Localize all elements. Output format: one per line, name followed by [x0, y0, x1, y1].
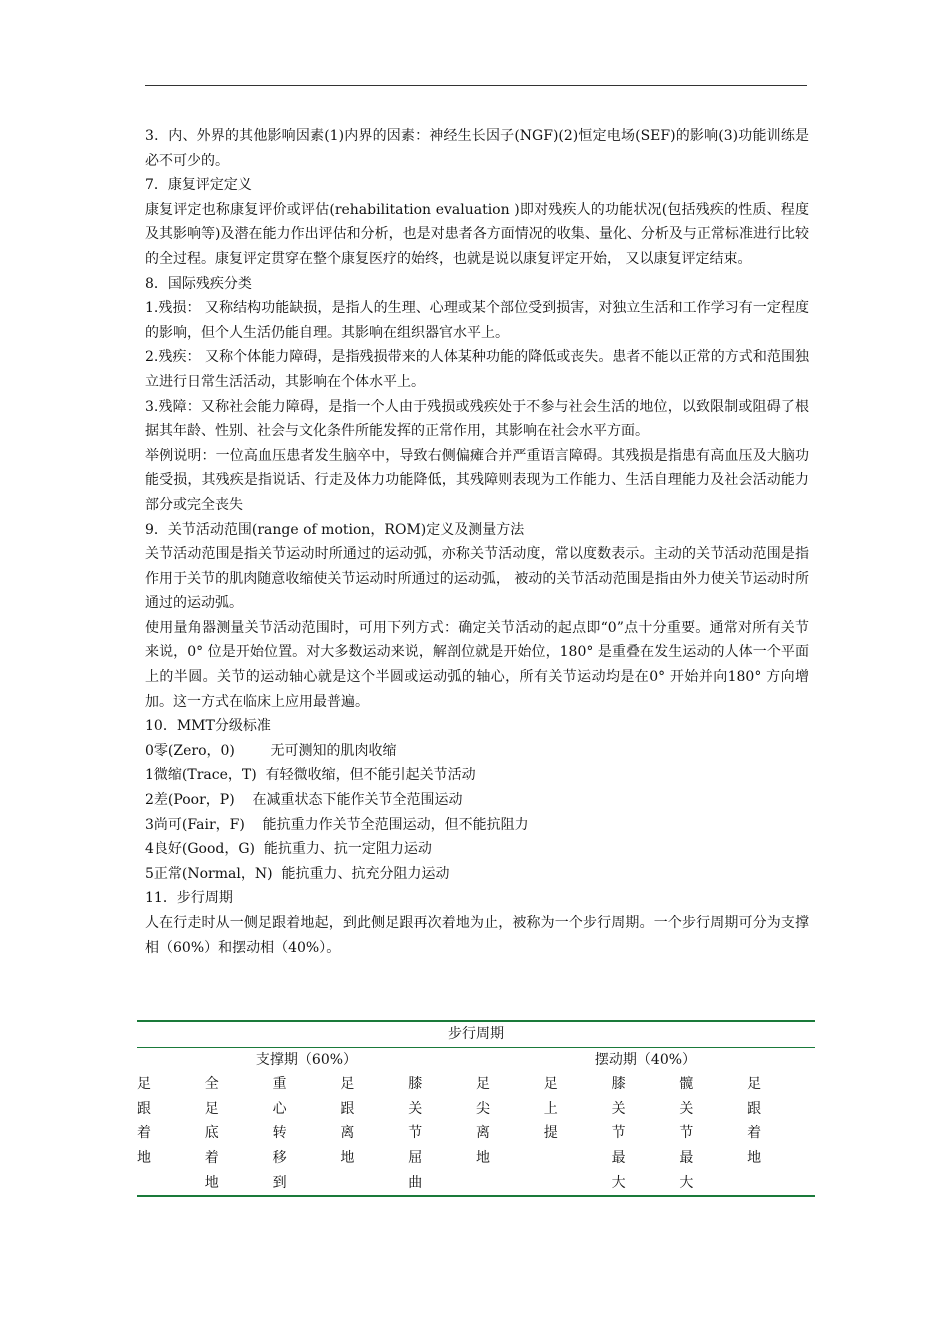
gait-table-cell: 地 — [137, 1149, 151, 1166]
gait-table-cell — [544, 1146, 612, 1171]
gait-table-cell: 足 — [747, 1076, 762, 1093]
gait-table-cell: 地 — [475, 1149, 490, 1166]
gait-table-cell: 尖 — [475, 1100, 490, 1117]
gait-table-cell — [137, 1171, 205, 1197]
gait-table-cell: 大 — [612, 1171, 680, 1197]
mmt-grade-2: 2差(Poor，P) 在减重状态下能作关节全范围运动 — [145, 792, 463, 809]
gait-table-cell — [476, 1171, 544, 1197]
gait-table-cell — [544, 1171, 612, 1197]
gait-table-cell: 着 — [747, 1125, 762, 1142]
heading-11: 11．步行周期 — [145, 890, 233, 907]
gait-table-cell — [340, 1171, 408, 1197]
gait-table-cell: 足 — [204, 1100, 219, 1117]
gait-table-cell: 上 — [543, 1100, 558, 1117]
gait-table-cell: 足 — [475, 1076, 490, 1093]
mmt-grade-0: 0零(Zero，0) 无可测知的肌肉收缩 — [145, 742, 397, 759]
gait-table-body — [137, 1072, 815, 1196]
gait-table-cell: 节 — [408, 1125, 423, 1142]
heading-7: 7．康复评定定义 — [145, 177, 252, 194]
gait-table-cell: 地 — [205, 1171, 273, 1197]
paragraph-disability: 2.残疾： 又称个体能力障碍，是指残损带来的人体某种功能的降低或丧失。患者不能以正常的方式和范围独立进行日常生活活动，其影响在个体水平上。 — [145, 349, 809, 390]
paragraph-rehab-definition: 康复评定也称康复评价或评估(rehabilitation evaluation )即对残疾人的功能状况(包括残疾的性质、程度及其影响等)及潜在能力作出评估和分析，也是对患者各方面情况的收集、量化、分析及与正常标准进行比较的全过程。康复评定贯穿在整个康复医疗的始终，也就是说以康复评定开始， 又以康复评定结束。 — [145, 201, 809, 267]
mmt-grade-5: 5正常(Normal，N) 能抗重力、抗充分阻力运动 — [145, 865, 450, 882]
paragraph-rom-definition: 关节活动范围是指关节运动时所通过的运动弧，亦称关节活动度，常以度数表示。主动的关节活动范围是指作用于关节的肌肉随意收缩使关节运动时所通过的运动弧， 被动的关节活动范围是指由外力使关节运动时所通过的运动弧。 — [145, 546, 809, 612]
gait-table-cell: 移 — [272, 1149, 287, 1166]
gait-table-cell: 跟 — [137, 1100, 151, 1117]
gait-table-cell: 大 — [679, 1171, 747, 1197]
gait-table-cell: 关 — [679, 1100, 694, 1117]
swing-phase-header: 摆动期（40%） — [594, 1051, 697, 1068]
gait-table-row — [137, 1097, 815, 1122]
gait-table-cell: 足 — [340, 1076, 355, 1093]
heading-8: 8．国际残疾分类 — [145, 275, 252, 292]
gait-table-cell: 足 — [137, 1076, 151, 1093]
gait-table-cell: 髋 — [679, 1076, 694, 1093]
gait-table-cell: 节 — [611, 1125, 626, 1142]
gait-table-cell: 关 — [408, 1100, 423, 1117]
gait-table-cell: 重 — [272, 1076, 287, 1093]
gait-table-cell: 着 — [204, 1149, 219, 1166]
gait-table-row — [137, 1171, 815, 1197]
mmt-list — [145, 739, 809, 887]
gait-table-cell: 曲 — [408, 1171, 476, 1197]
stance-phase-header: 支撑期（60%） — [255, 1051, 358, 1068]
paragraph-3: 3．内、外界的其他影响因素(1)内界的因素：神经生长因子(NGF)(2)恒定电场(SEF)的影响(3)功能训练是必不可少的。 — [145, 128, 809, 169]
gait-table-cell: 跟 — [747, 1100, 762, 1117]
gait-table-cell: 提 — [543, 1125, 558, 1142]
gait-table-cell: 膝 — [611, 1076, 626, 1093]
gait-table-cell: 心 — [272, 1100, 287, 1117]
gait-table — [137, 1020, 815, 1197]
gait-table-cell: 着 — [137, 1125, 151, 1142]
gait-table-cell: 膝 — [408, 1076, 423, 1093]
gait-table-cell: 底 — [204, 1125, 219, 1142]
gait-table-cell: 地 — [747, 1149, 762, 1166]
paragraph-handicap: 3.残障：又称社会能力障碍，是指一个人由于残损或残疾处于不参与社会生活的地位，以致限制或阻碍了根据其年龄、性别、社会与文化条件所能发挥的正常作用，其影响在社会水平方面。 — [145, 398, 809, 440]
gait-table-cell: 全 — [204, 1076, 219, 1093]
gait-table-cell: 跟 — [340, 1100, 355, 1117]
paragraph-gait: 人在行走时从一侧足跟着地起，到此侧足跟再次着地为止，被称为一个步行周期。一个步行周期可分为支撑相（60%）和摆动相（40%）。 — [145, 915, 809, 956]
document-body — [145, 124, 809, 960]
gait-table-cell: 节 — [679, 1125, 694, 1142]
header-rule — [145, 85, 807, 86]
gait-table-cell: 关 — [611, 1100, 626, 1117]
gait-table-cell: 地 — [340, 1149, 355, 1166]
gait-table-cell: 足 — [543, 1076, 558, 1093]
gait-table-cell — [747, 1171, 815, 1197]
mmt-grade-4: 4良好(Good，G) 能抗重力、抗一定阻力运动 — [145, 841, 432, 858]
gait-table-cell: 最 — [611, 1149, 626, 1166]
mmt-grade-3: 3尚可(Fair，F) 能抗重力作关节全范围运动，但不能抗阻力 — [145, 816, 529, 833]
gait-table-cell: 到 — [273, 1171, 341, 1197]
gait-table-row — [137, 1072, 815, 1097]
gait-table-cell: 离 — [340, 1125, 355, 1142]
heading-10: 10．MMT分级标准 — [145, 718, 271, 735]
gait-table-row — [137, 1121, 815, 1146]
paragraph-impairment: 1.残损： 又称结构功能缺损，是指人的生理、心理或某个部位受到损害，对独立生活和工作学习有一定程度的影响，但个人生活仍能自理。其影响在组织器官水平上。 — [145, 300, 809, 341]
heading-9: 9．关节活动范围(range of motion，ROM)定义及测量方法 — [145, 521, 525, 538]
gait-table-wrapper — [137, 1020, 815, 1197]
mmt-grade-1: 1微缩(Trace，T) 有轻微收缩，但不能引起关节活动 — [145, 767, 476, 784]
gait-table-cell: 离 — [475, 1125, 490, 1142]
gait-table-cell: 转 — [272, 1125, 287, 1142]
gait-table-row — [137, 1146, 815, 1171]
paragraph-rom-measurement: 使用量角器测量关节活动范围时，可用下列方式：确定关节活动的起点即“0”点十分重要。通常对所有关节来说，0° 位是开始位置。对大多数运动来说，解剖位就是开始位，180° 是重叠在发生运动的人体一个平面上的半圆。关节的运动轴心就是这个半圆或运动弧的轴心，所有关节运动均是在0° 开始并向180° 方向增加。这一方式在临床上应用最普遍。 — [145, 619, 809, 710]
gait-table-cell: 屈 — [408, 1149, 423, 1166]
gait-table-title: 步行周期 — [137, 1021, 815, 1047]
gait-table-cell: 最 — [679, 1149, 694, 1166]
paragraph-example: 举例说明：一位高血压患者发生脑卒中，导致右侧偏瘫合并严重语言障碍。其残损是指患有高血压及大脑功能受损，其残疾是指说话、行走及体力功能降低，其残障则表现为工作能力、生活自理能力及社会活动能力部分或完全丧失 — [145, 447, 809, 513]
